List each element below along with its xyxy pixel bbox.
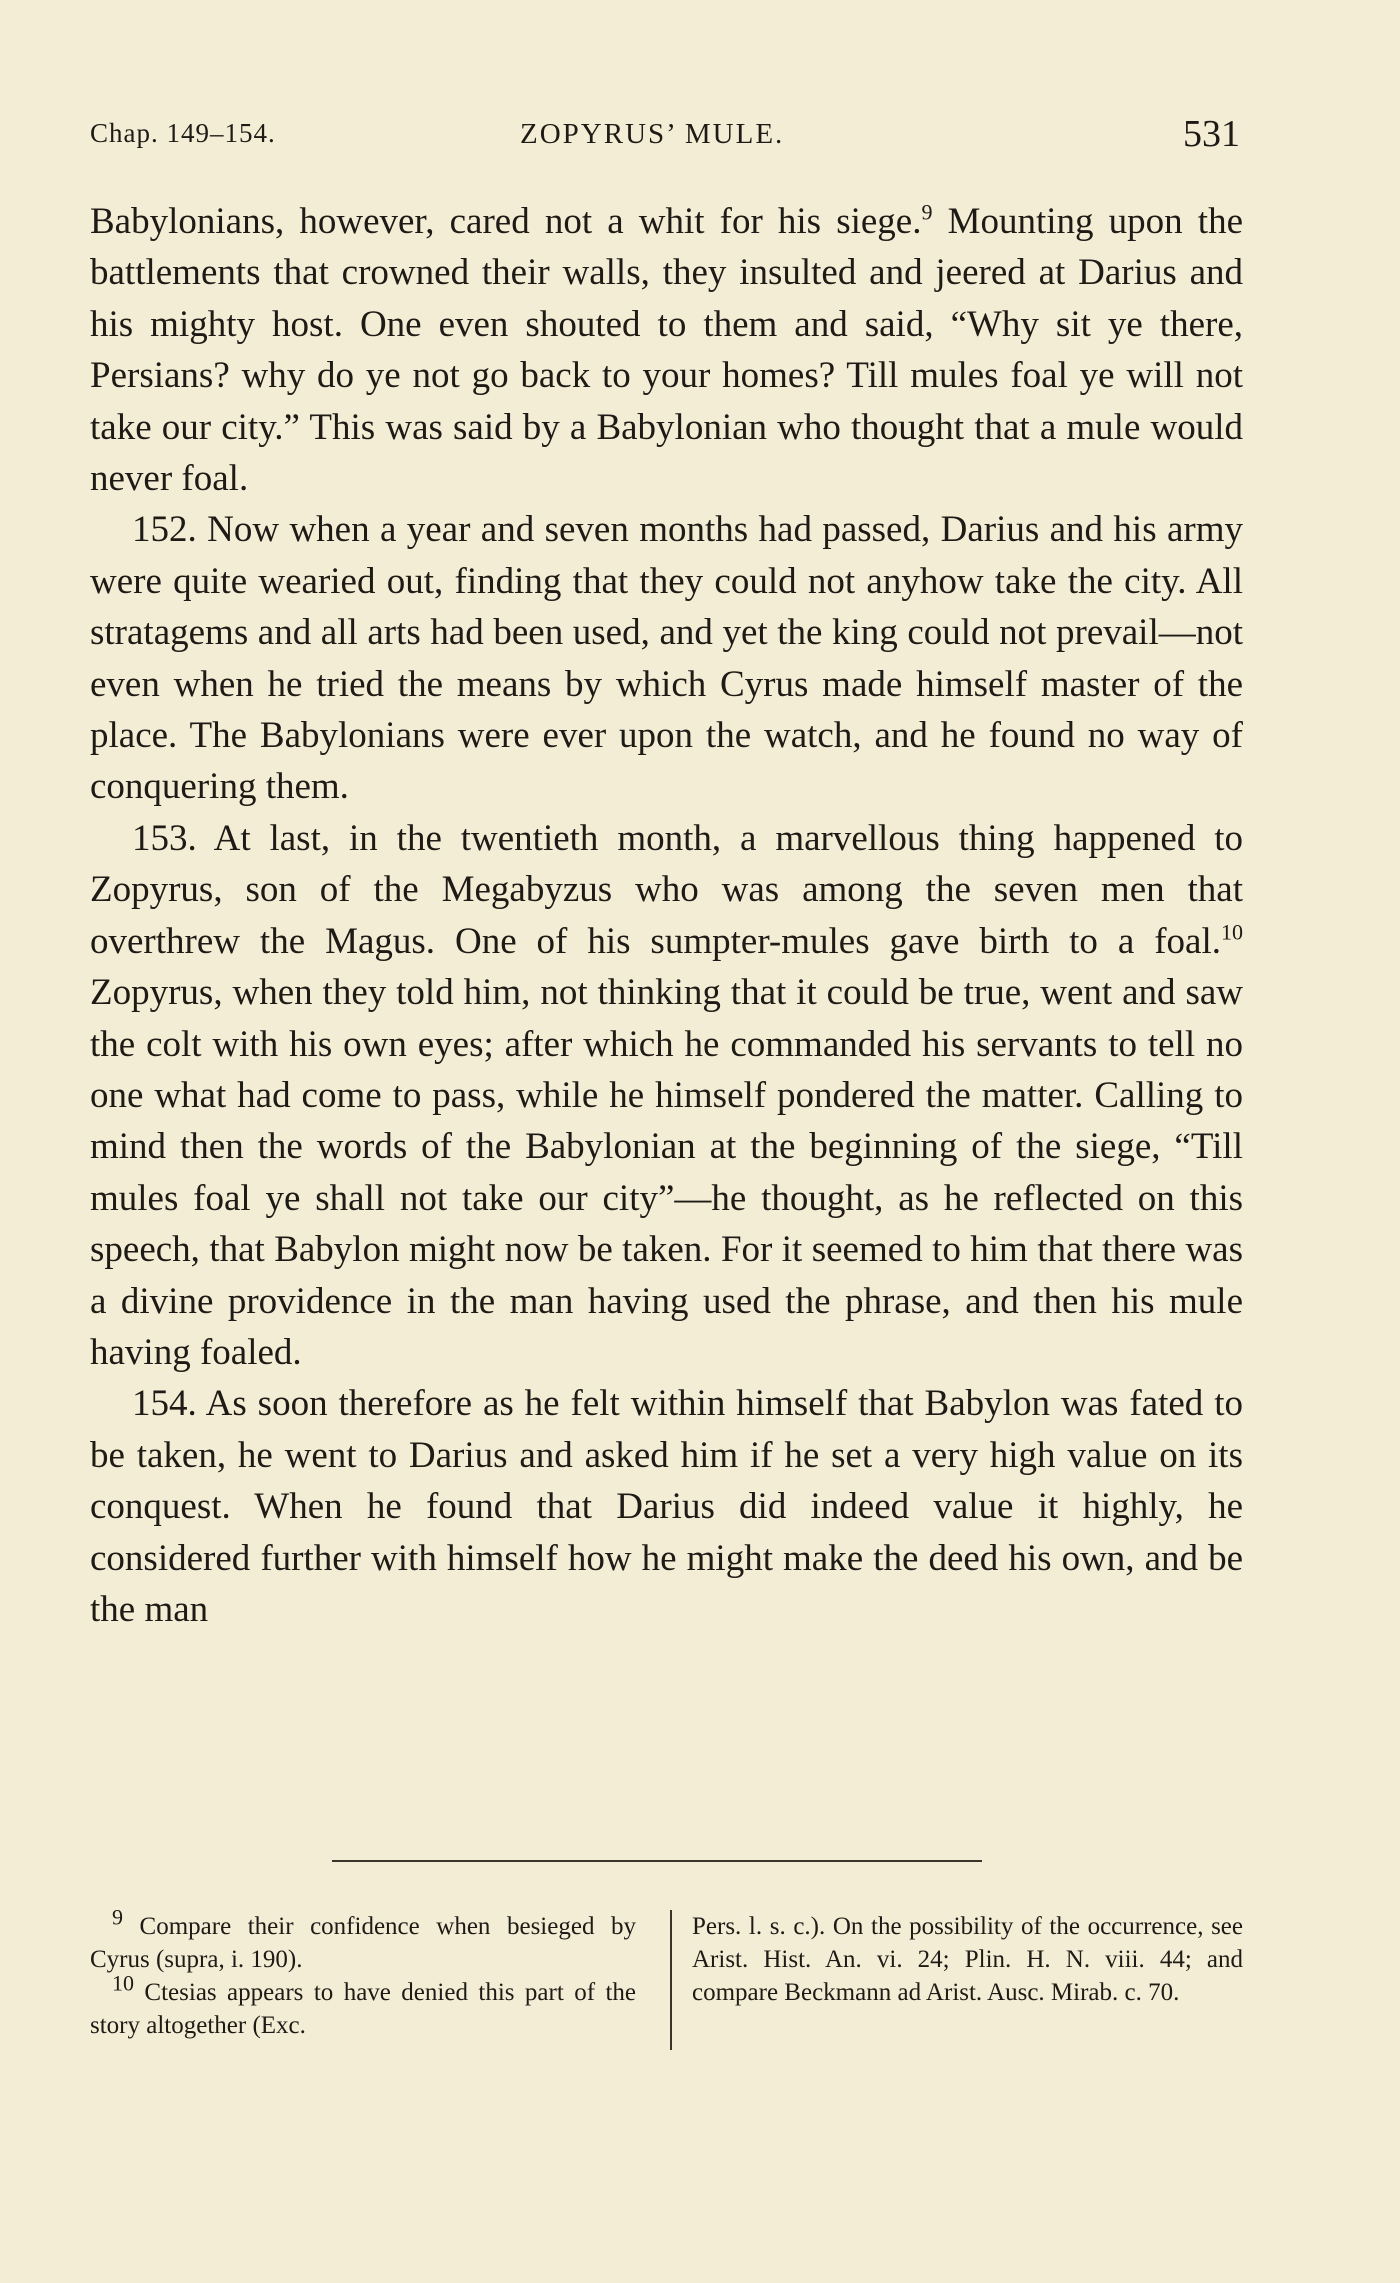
- footnote-ref-9: 9: [921, 199, 933, 225]
- paragraph-153: 153. At last, in the twentieth month, a marvellous thing happened to Zopyrus, son of the Megabyzus who was among the seven men that overthrew the Magus. One of his sumpter-mules gave birth to a foal.$^{10}$ Zopyrus, when they told him, not thinking that it could be true, went and saw the colt with his own eyes; after which he commanded his servants to tell no one what had come to pass, while he himself pondered the matter. Calling to mind then the words of the Babylonian at the beginning of the siege, “Till mules foal ye shall not take our city”—he thought, as he reflected on this speech, that Babylon might now be taken. For it seemed to him that there was a divine providence in the man having used the phrase, and then his mule having foaled.: [90, 817, 1243, 1373]
- paragraph-154: 154. As soon therefore as he felt within himself that Babylon was fated to be taken, he went to Darius and asked him if he set a very high value on its conquest. When he found that Darius did indeed value it highly, he considered further with himself how he might make the deed his own, and be the man: [90, 1383, 1243, 1630]
- paragraph-continuation: Babylonians, however, cared not a whit for his siege.$^9$ Mounting upon the battlements that crowned their walls, they insulted and jeered at Darius and his mighty host. One even shouted to them and said, “Why sit ye there, Persians? why do ye not go back to your homes? Till mules foal ye will not take our city.” This was said by a Babylonian who thought that a mule would never foal.: [90, 199, 1243, 500]
- footnote-ref-10: 10: [1221, 919, 1243, 945]
- footnote-10: $^{10}$ Ctesias appears to have denied this part of the story altogether (Exc.: [90, 1970, 636, 2039]
- footnote-9: $^9$ Compare their confidence when besieged by Cyrus (supra, i. 190).: [90, 1904, 636, 1973]
- main-text: [90, 196, 1243, 1635]
- chapter-reference: Chap. 149–154.: [90, 118, 276, 148]
- running-title: ZOPYRUS’ MULE.: [520, 118, 785, 150]
- running-header: [90, 112, 1250, 162]
- page-number: 531: [1183, 113, 1240, 155]
- footnote-10-continuation: Pers. l. s. c.). On the possibility of the occurrence, see Arist. Hist. An. vi. 24; Plin. H. N. viii. 44; and compare Beckmann ad Arist. Ausc. Mirab. c. 70.: [692, 1913, 1243, 2006]
- footnote-divider: [332, 1860, 982, 1862]
- paragraph-152: 152. Now when a year and seven months had passed, Darius and his army were quite wearied out, finding that they could not anyhow take the city. All stratagems and all arts had been used, and yet the king could not prevail—not even when he tried the means by which Cyrus made himself master of the place. The Babylonians were ever upon the watch, and he found no way of conquering them.: [90, 509, 1243, 808]
- footnotes: [90, 1904, 1243, 2040]
- footnotes-left-column: [90, 1904, 650, 2042]
- footnotes-right-column: [670, 1910, 1243, 2050]
